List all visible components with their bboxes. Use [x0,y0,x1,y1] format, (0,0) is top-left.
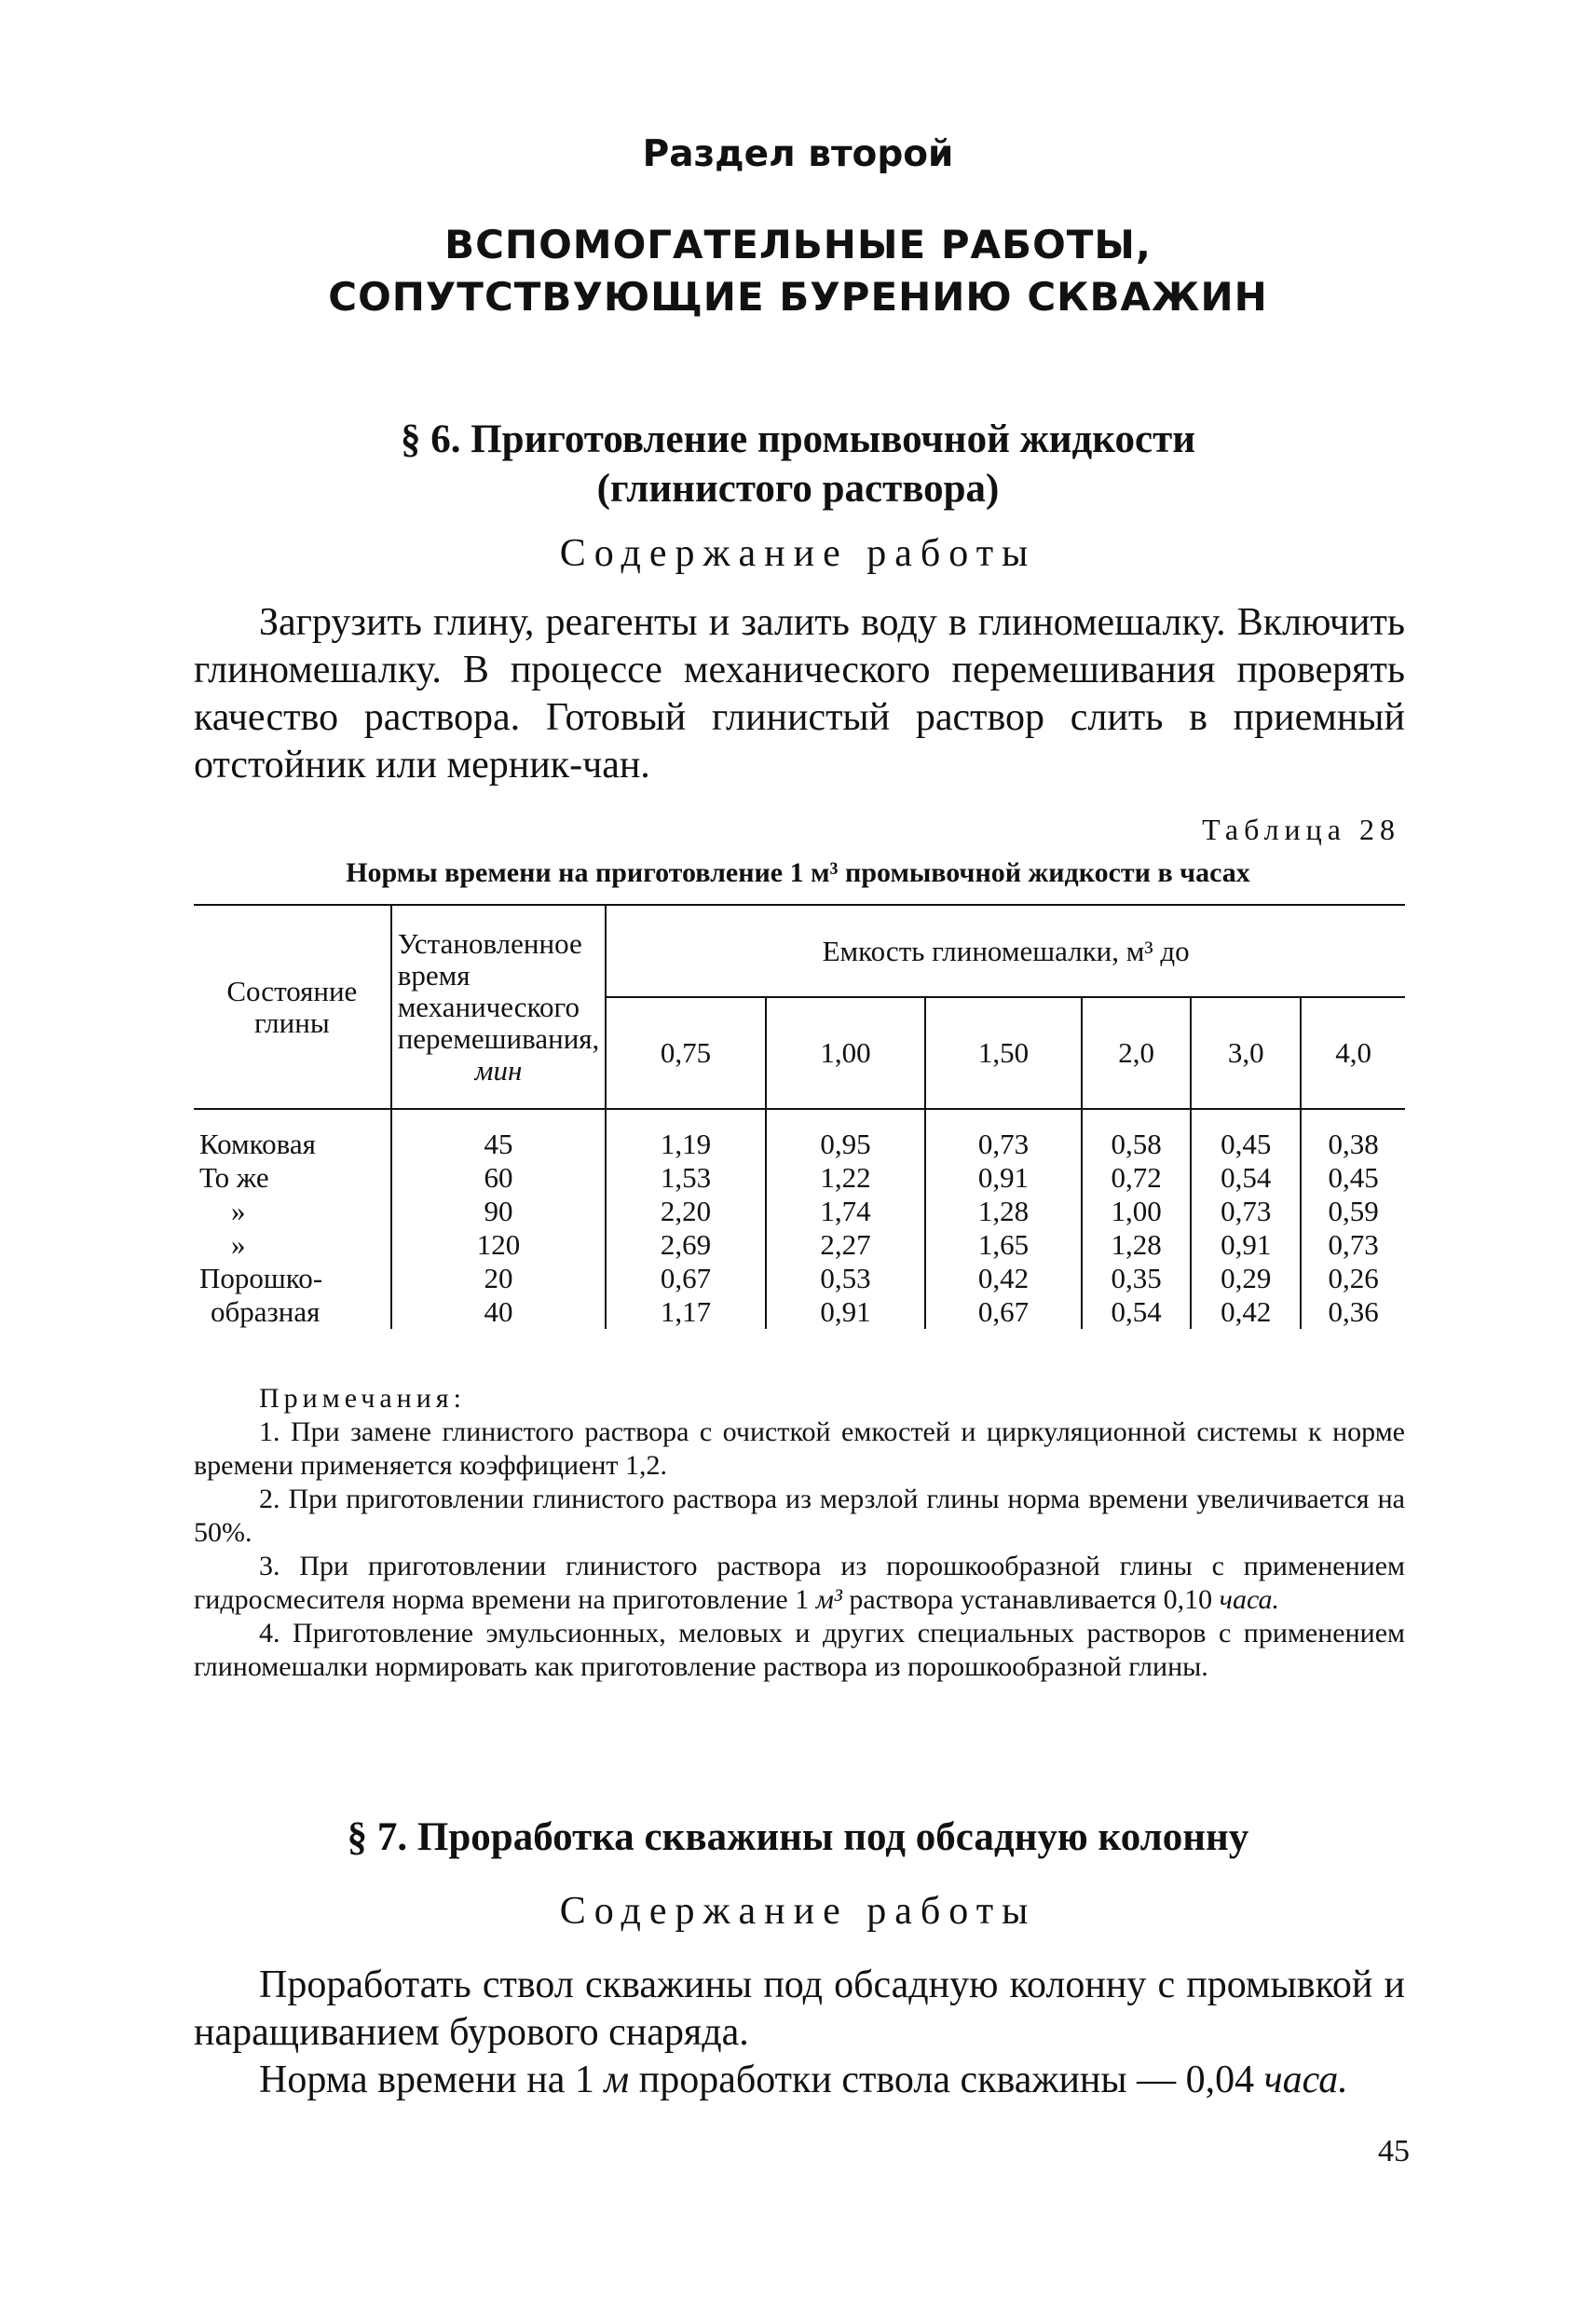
norm-unit: м [604,2059,630,2101]
row-1-v1: 1,22 [766,1161,925,1195]
row-2-time: 90 [391,1195,607,1228]
part-title-line-2: СОПУТСТВУЮЩИЕ БУРЕНИЮ СКВАЖИН [328,274,1268,320]
table-notes [194,1382,1405,1684]
paragraph-6-text: Загрузить глину, реагенты и залить воду в глиномешалку. Включить глиномешалку. В процессе механического перемешивания проверять качество раствора. Готовый глинистый раствор слить в приемный отстойник или мерник-чан. [194,601,1405,787]
row-4-v5: 0,26 [1328,1262,1379,1294]
table-row [194,1161,1405,1195]
row-0-v1: 0,95 [766,1128,925,1161]
row-2-v4: 0,73 [1191,1195,1301,1228]
table-row [194,1195,1405,1228]
note-1: 1. При замене глинистого раствора с очисткой емкостей и циркуляционной системы к норме времени применяется коэффициент 1,2. [194,1416,1405,1481]
row-2-v0: 2,20 [606,1195,765,1228]
note-3-hours: часа. [1219,1584,1280,1615]
paragraph-7-text: Проработать ствол скважины под обсадную колонну с промывкой и наращиванием бурового снаряда. [194,1963,1405,2054]
paragraph-7-norm [194,2057,1405,2104]
row-2-v1: 1,74 [766,1195,925,1228]
note-3-tail: раствора устанавливается 0,10 [849,1584,1213,1615]
row-4-v2: 0,42 [925,1262,1081,1295]
row-2-state: » [231,1195,246,1227]
row-1-v3: 0,72 [1082,1161,1192,1195]
row-0-time: 45 [391,1128,607,1161]
norms-table [194,904,1405,1329]
row-2-v5: 0,59 [1328,1195,1379,1227]
row-5-v1: 0,91 [766,1295,925,1329]
paragraph-6-content [194,599,1405,789]
note-3-unit: м³ [815,1584,842,1615]
row-1-v4: 0,54 [1191,1161,1301,1195]
note-3 [194,1550,1405,1617]
paragraph-7-title: § 7. Проработка скважины под обсадную колонну [347,1815,1249,1859]
row-5-v4: 0,42 [1191,1295,1301,1329]
row-1-v5: 0,45 [1328,1161,1379,1194]
row-4-v1: 0,53 [766,1262,925,1295]
table-title: Нормы времени на приготовление 1 м³ промывочной жидкости в часах [346,857,1250,888]
note-2: 2. При приготовлении глинистого раствора из мерзлой глины норма времени увеличивается на 50%. [194,1484,1405,1548]
capacity-1: 1,00 [766,997,925,1109]
header-time [391,905,607,1109]
table-row [194,1295,1405,1329]
row-0-v5: 0,38 [1328,1128,1379,1160]
row-4-time: 20 [391,1262,607,1295]
paragraph-6-title-line-1: § 6. Приготовление промывочной жидкости [400,417,1195,461]
row-3-v4: 0,91 [1191,1228,1301,1262]
notes-heading: Примечания: [259,1383,466,1414]
row-2-v3: 1,00 [1082,1195,1192,1228]
table-row [194,1228,1405,1262]
row-5-v3: 0,54 [1082,1295,1192,1329]
row-4-v4: 0,29 [1191,1262,1301,1295]
capacity-3: 2,0 [1082,997,1192,1109]
row-3-time: 120 [391,1228,607,1262]
row-4-state: Порошко- [199,1262,323,1294]
paragraph-6-content-heading: Содержание работы [559,532,1037,575]
section-label: Раздел второй [642,133,954,175]
capacity-0: 0,75 [606,997,765,1109]
row-0-v0: 1,19 [606,1128,765,1161]
row-4-v3: 0,35 [1082,1262,1192,1295]
row-0-state: Комковая [199,1128,316,1160]
note-3-text: 3. При приготовлении глинистого раствора из порошкообразной глины с применением гидросмесителя норма времени на приготовление 1 [194,1551,1405,1615]
header-capacity: Емкость глиномешалки, м³ до [606,905,1405,997]
norm-mid: проработки ствола скважины — 0,04 [638,2059,1255,2101]
header-time-unit: мин [474,1053,523,1087]
row-0-v4: 0,45 [1191,1128,1301,1161]
table-caption: Таблица 28 [1202,813,1400,846]
row-1-time: 60 [391,1161,607,1195]
row-5-state: образная [211,1295,321,1328]
row-5-v5: 0,36 [1328,1295,1379,1328]
row-5-v2: 0,67 [925,1295,1081,1329]
row-3-v0: 2,69 [606,1228,765,1262]
header-state: Состояние глины [194,905,391,1109]
capacity-2: 1,50 [925,997,1081,1109]
header-time-text: Установленное время механического перемешивания, [397,926,600,1055]
capacity-5: 4,0 [1301,997,1405,1109]
note-4: 4. Приготовление эмульсионных, меловых и других специальных растворов с применением глиномешалки нормировать как приготовление раствора из порошкообразной глины. [194,1618,1405,1682]
norm-lead: Норма времени на 1 [259,2059,594,2101]
row-3-v1: 2,27 [766,1228,925,1262]
norm-hours: часа. [1263,2059,1348,2101]
part-title-line-1: ВСПОМОГАТЕЛЬНЫЕ РАБОТЫ, [444,222,1152,267]
capacity-4: 3,0 [1191,997,1301,1109]
row-1-v2: 0,91 [925,1161,1081,1195]
page-number: 45 [1378,2134,1410,2168]
row-3-v5: 0,73 [1328,1228,1379,1261]
table-row [194,1262,1405,1295]
paragraph-6-title-line-2: (глинистого раствора) [596,467,1000,511]
row-3-state: » [231,1228,246,1261]
row-1-state: То же [199,1161,269,1194]
row-1-v0: 1,53 [606,1161,765,1195]
table-row [194,1128,1405,1161]
row-2-v2: 1,28 [925,1195,1081,1228]
row-0-v3: 0,58 [1082,1128,1192,1161]
row-3-v3: 1,28 [1082,1228,1192,1262]
row-5-time: 40 [391,1295,607,1329]
row-3-v2: 1,65 [925,1228,1081,1262]
part-title [0,219,1596,323]
paragraph-7-content [194,1962,1405,2104]
row-0-v2: 0,73 [925,1128,1081,1161]
paragraph-6-title [0,415,1596,513]
paragraph-7-content-heading: Содержание работы [559,1890,1037,1933]
row-4-v0: 0,67 [606,1262,765,1295]
row-5-v0: 1,17 [606,1295,765,1329]
